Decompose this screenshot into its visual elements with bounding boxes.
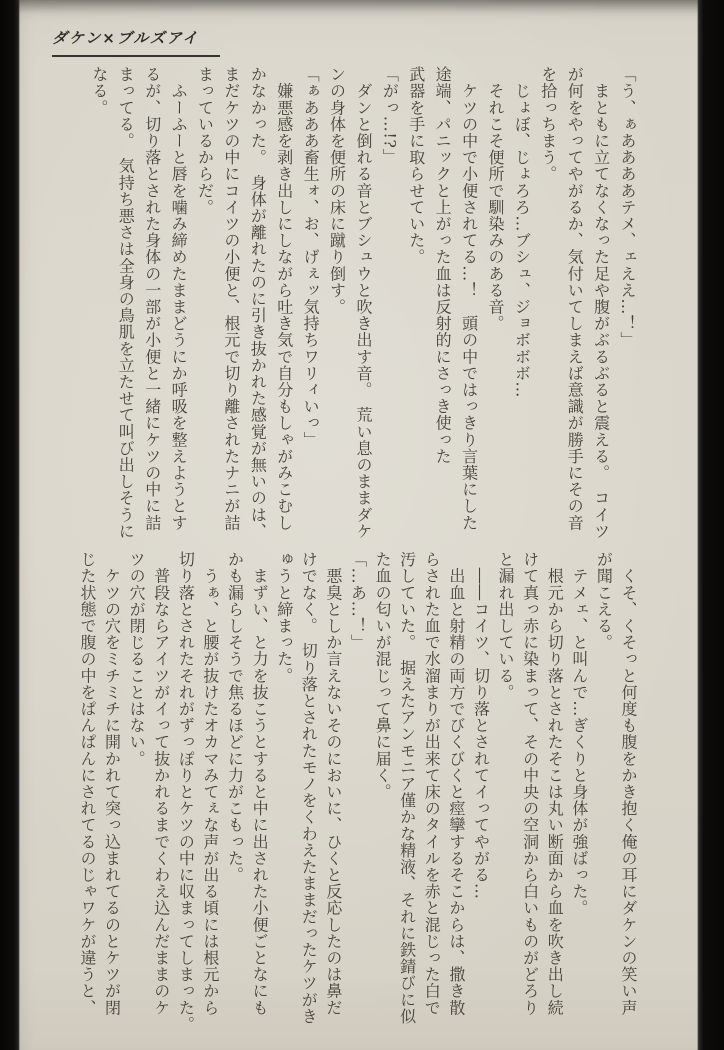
text-line: が聞こえる。 bbox=[594, 551, 614, 651]
text-line: らされた血で水溜まりが出来て床のタイルを赤と混じった白で bbox=[422, 551, 442, 1016]
text-line: 「う、ぁああああテメ、ェええ…！」 bbox=[618, 66, 637, 349]
text-block-bottom bbox=[74, 551, 640, 1037]
text-line: まずい、と力を抜こうとすると中に出された小便ごとなにも bbox=[250, 551, 270, 1016]
text-line: るが、切り落とされた身体の一部が小便と一緒にケツの中に詰 bbox=[142, 66, 162, 531]
text-line: 武器を手に取らせていた。 bbox=[406, 66, 426, 266]
text-line: ケツの穴をミチミチに開かれて突っ込まれてるのとケツが閉 bbox=[102, 551, 122, 1016]
text-line: が何をやってやがるか、気付いてしまえば意識が勝手にその音 bbox=[565, 66, 585, 531]
text-line: まっているからだ。 bbox=[195, 66, 215, 216]
text-line: まともに立てなくなった足や腹がぶるぶると震える。 コイツ bbox=[591, 66, 611, 540]
text-line: けでなく。 切り落とされたモノをくわえたままだったケツがき bbox=[299, 551, 319, 1025]
text-line: かも漏らしそうで焦るほどに力がこもった。 bbox=[225, 551, 245, 883]
text-line: 切り落とされたそれがずっぽりとケツの中に収まってしまった。 bbox=[176, 551, 196, 1033]
text-line: 途端、パニックと上がった血は反射的にさっき使った bbox=[433, 66, 453, 465]
text-line: ゅうと締まった。 bbox=[274, 551, 294, 684]
text-line: 普段ならアイツがイって抜かれるまでくわえ込んだままのケ bbox=[151, 551, 171, 1016]
text-line: 出血と射精の両方でびくびくと痙攣するそこからは、撒き散 bbox=[446, 551, 466, 1016]
text-line: 悪臭としか言えないそのにおいに、ひくと反応したのは鼻だ bbox=[323, 551, 343, 1016]
text-line: まってる。 気持ち悪さは全身の鳥肌を立たせて叫び出しそうに bbox=[116, 66, 136, 540]
text-line: くそ、くそっと何度も腹をかき抱く俺の耳にダケンの笑い声 bbox=[619, 551, 638, 1016]
text-line: 嫌悪感を剥き出しにしながら吐き気で自分もしゃがみこむし bbox=[274, 66, 294, 531]
text-line: うぁ、と腰が抜けたオカマみてぇな声が出る頃には根元から bbox=[200, 551, 220, 1016]
text-line: テメェ、と叫んで…ぎくりと身体が強ばった。 bbox=[569, 551, 589, 917]
text-line: た血の匂いが混じって鼻に届く。 bbox=[373, 551, 393, 800]
text-line: ふーふーと唇を噛み締めたままどうにか呼吸を整えようとす bbox=[169, 66, 189, 531]
text-line: ダンと倒れる音とブシュウと吹き出す音。 荒い息のままダケ bbox=[353, 66, 373, 540]
text-line: かなかった。 身体が離れたのに引き抜かれた感覚が無いのは、 bbox=[248, 66, 268, 540]
page-header-title: ダケン×ブルズアイ bbox=[52, 27, 220, 57]
text-line: 「…あ…！」 bbox=[348, 551, 368, 651]
text-line: じた状態で腹の中をぱんぱんにされてるのじゃワケが違うと、 bbox=[77, 551, 97, 1016]
scan-border-right bbox=[697, 0, 724, 1050]
scan-border-left bbox=[0, 0, 20, 1050]
text-line: じょぼ、じょろろ…ブシュ、ジョボボボ… bbox=[512, 66, 532, 398]
text-line: 汚していた。 据えたアンモニア僅かな精液、それに鉄錆びに似 bbox=[397, 551, 417, 1025]
text-line: ――コイツ、切り落とされてイってやがる… bbox=[471, 551, 491, 900]
text-line: ツの穴が閉じることはない。 bbox=[127, 551, 147, 767]
text-line: と漏れ出している。 bbox=[496, 551, 516, 701]
text-line: を拾っちまう。 bbox=[538, 66, 558, 183]
text-line: 根元から切り落とされたそこは丸い断面から血を吹き出し続 bbox=[545, 551, 565, 1016]
text-line: まだケツの中にコイツの小便と、根元で切り離されたナニが詰 bbox=[221, 66, 241, 531]
text-line: ケツの中で小便されてる…！ 頭の中ではっきり言葉にした bbox=[459, 66, 479, 531]
text-line: けて真っ赤に染まって、その中央の空洞から白いものがどろり bbox=[520, 551, 540, 1016]
text-line: 「ぁあああ畜生ォ、お、げぇッ気持ちワリィいっ」 bbox=[301, 66, 321, 448]
text-line: それこそ便所で馴染みのある音。 bbox=[485, 66, 505, 332]
text-block-top bbox=[85, 66, 640, 552]
text-line: 「がっ…!?」 bbox=[380, 66, 400, 166]
text-line: ンの身体を便所の床に蹴り倒す。 bbox=[327, 66, 347, 315]
text-line: なる。 bbox=[89, 66, 109, 116]
